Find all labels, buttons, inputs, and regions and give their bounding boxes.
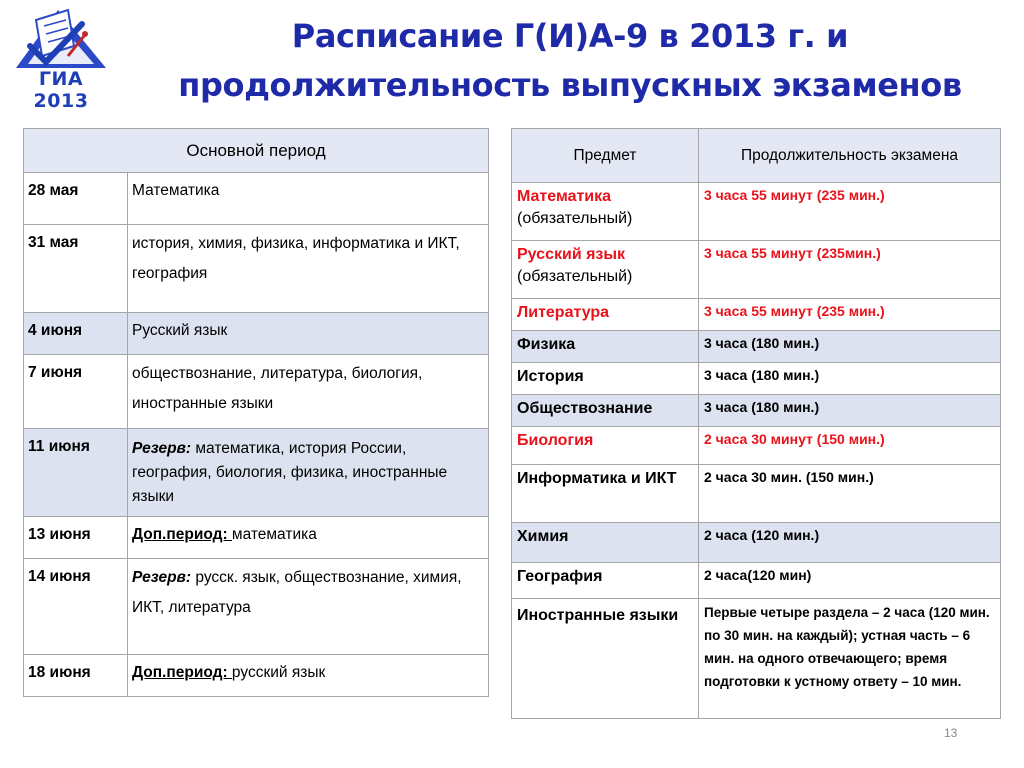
subject-name: Математика [517, 188, 612, 205]
page-number: 13 [944, 726, 958, 740]
duration-cell: 3 часа 55 минут (235мин.) [699, 241, 1001, 299]
schedule-row [24, 429, 489, 517]
schedule-date: 7 июня [24, 355, 128, 429]
subject-cell [512, 183, 699, 241]
schedule-subjects-text: Математика [132, 182, 220, 199]
duration-row [512, 465, 1001, 523]
schedule-date: 4 июня [24, 313, 128, 355]
schedule-table [23, 128, 489, 697]
schedule-date: 14 июня [24, 559, 128, 655]
duration-row [512, 523, 1001, 563]
page-title [120, 12, 1020, 110]
duration-cell: 3 часа (180 мин.) [699, 331, 1001, 363]
logo-text: ГИА 2013 [33, 68, 89, 112]
schedule-row [24, 517, 489, 559]
reserve-label: Резерв: [132, 569, 192, 586]
duration-cell: Первые четыре раздела – 2 часа (120 мин. по 30 мин. на каждый); устная часть – 6 мин. на одного отвечающего; время подготовки к устному ответу – 10 мин. [699, 599, 1001, 719]
gia-logo [8, 6, 114, 112]
schedule-date: 28 мая [24, 173, 128, 225]
schedule-subjects-text: русск. язык, обществознание, химия, ИКТ, литература [132, 569, 462, 616]
subject-name: География [512, 563, 699, 599]
subject-note: (обязательный) [517, 268, 633, 285]
schedule-date: 18 июня [24, 655, 128, 697]
duration-row [512, 427, 1001, 465]
duration-column-header: Продолжительность экзамена [699, 129, 1001, 183]
duration-row [512, 183, 1001, 241]
subject-name: Русский язык [517, 246, 626, 263]
duration-cell: 2 часа 30 минут (150 мин.) [699, 427, 1001, 465]
schedule-subjects [128, 225, 489, 313]
duration-row [512, 241, 1001, 299]
duration-cell: 3 часа 55 минут (235 мин.) [699, 183, 1001, 241]
duration-cell: 2 часа (120 мин.) [699, 523, 1001, 563]
subject-name: Литература [512, 299, 699, 331]
duration-row [512, 599, 1001, 719]
reserve-label: Резерв: [132, 440, 192, 457]
duration-cell: 3 часа (180 мин.) [699, 395, 1001, 427]
subject-name: Биология [512, 427, 699, 465]
schedule-row [24, 655, 489, 697]
subject-name: Физика [512, 331, 699, 363]
duration-cell: 2 часа(120 мин) [699, 563, 1001, 599]
duration-row [512, 395, 1001, 427]
schedule-date: 11 июня [24, 429, 128, 517]
duration-header-row [512, 129, 1001, 183]
subject-column-header: Предмет [512, 129, 699, 183]
schedule-subjects [128, 355, 489, 429]
subject-name: История [512, 363, 699, 395]
schedule-subjects [128, 517, 489, 559]
duration-table [511, 128, 1001, 719]
schedule-row [24, 313, 489, 355]
subject-name: Информатика и ИКТ [512, 465, 699, 523]
schedule-header: Основной период [24, 129, 489, 173]
title-line-2: продолжительность выпускных экзаменов [178, 66, 962, 104]
extra-period-label: Доп.период: [132, 526, 232, 543]
subject-cell [512, 241, 699, 299]
duration-cell: 3 часа 55 минут (235 мин.) [699, 299, 1001, 331]
subject-name: Химия [512, 523, 699, 563]
duration-cell: 3 часа (180 мин.) [699, 363, 1001, 395]
schedule-row [24, 173, 489, 225]
schedule-date: 13 июня [24, 517, 128, 559]
schedule-subjects [128, 559, 489, 655]
schedule-row [24, 225, 489, 313]
schedule-subjects [128, 173, 489, 225]
extra-period-label: Доп.период: [132, 664, 232, 681]
duration-row [512, 299, 1001, 331]
certificate-pen-logo-icon [8, 6, 114, 72]
schedule-subjects-text: русский язык [231, 664, 326, 681]
schedule-subjects [128, 313, 489, 355]
schedule-subjects-text: математика, история России, география, биология, физика, иностранные языки [132, 440, 448, 505]
schedule-subjects [128, 429, 489, 517]
subject-name: Иностранные языки [512, 599, 699, 719]
duration-row [512, 363, 1001, 395]
schedule-subjects-text: математика [231, 526, 317, 543]
schedule-date: 31 мая [24, 225, 128, 313]
schedule-subjects-text: обществознание, литература, биология, иностранные языки [132, 365, 423, 412]
schedule-subjects-text: история, химия, физика, информатика и ИКТ, география [132, 235, 460, 282]
duration-row [512, 563, 1001, 599]
subject-name: Обществознание [512, 395, 699, 427]
schedule-header-row [24, 129, 489, 173]
schedule-subjects-text: Русский язык [132, 322, 228, 339]
duration-cell: 2 часа 30 мин. (150 мин.) [699, 465, 1001, 523]
schedule-subjects [128, 655, 489, 697]
schedule-row [24, 559, 489, 655]
schedule-row [24, 355, 489, 429]
subject-note: (обязательный) [517, 210, 633, 227]
title-line-1: Расписание Г(И)А-9 в 2013 г. и [291, 17, 849, 55]
duration-row [512, 331, 1001, 363]
